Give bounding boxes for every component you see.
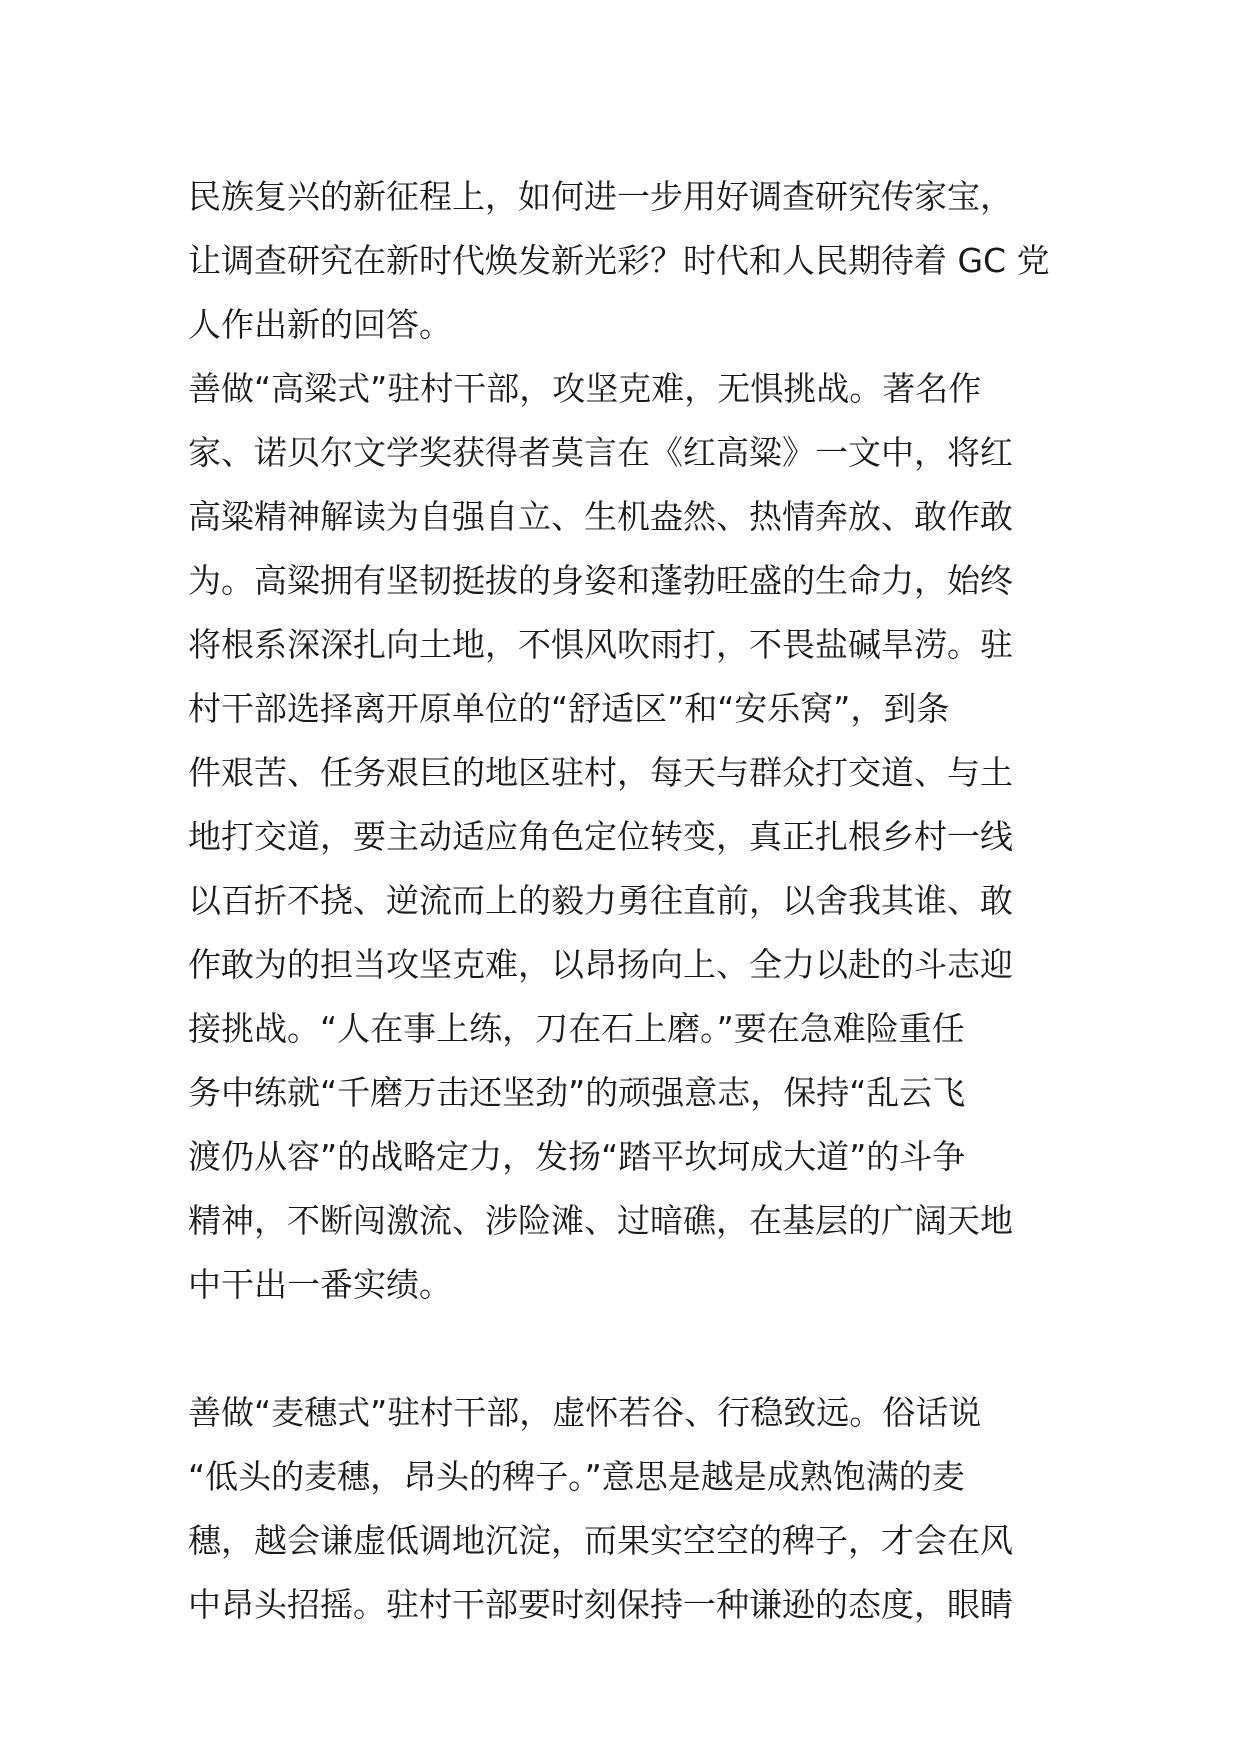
text-line: 件艰苦、任务艰巨的地区驻村，每天与群众打交道、与土 [188,753,1013,792]
text-line: 中昂头招摇。驻村干部要时刻保持一种谦逊的态度，眼睛 [188,1585,1013,1624]
paragraph-3 [188,1381,1058,1637]
text-line: 民族复兴的新征程上，如何进一步用好调查研究传家宝， [188,177,1013,216]
text-line: 穗，越会谦虚低调地沉淀，而果实空空的稗子，才会在风 [188,1521,1013,1560]
text-line: 家、诺贝尔文学奖获得者莫言在《红高粱》一文中，将红 [188,433,1013,472]
text-line: 让调查研究在新时代焕发新光彩？时代和人民期待着 GC 党 [188,241,1050,280]
text-line: 以百折不挠、逆流而上的毅力勇往直前，以舍我其谁、敢 [188,881,1013,920]
body-text [188,165,1058,1637]
text-line [188,1317,1058,1381]
text-line: 善做“麦穗式”驻村干部，虚怀若谷、行稳致远。俗话说 [188,1393,982,1432]
text-line: 中干出一番实绩。 [188,1265,452,1304]
text-line: 接挑战。“人在事上练，刀在石上磨。”要在急难险重任 [188,1009,965,1048]
text-line: 高粱精神解读为自强自立、生机盎然、热情奔放、敢作敢 [188,497,1013,536]
text-line: 善做“高粱式”驻村干部，攻坚克难，无惧挑战。著名作 [188,369,982,408]
text-line: 将根系深深扎向土地，不惧风吹雨打，不畏盐碱旱涝。驻 [188,625,1013,664]
paragraph-2 [188,357,1058,1381]
text-line: 为。高粱拥有坚韧挺拔的身姿和蓬勃旺盛的生命力，始终 [188,561,1013,600]
text-line: 务中练就“千磨万击还坚劲”的顽强意志，保持“乱云飞 [188,1073,966,1112]
text-line: “低头的麦穗，昂头的稗子。”意思是越是成熟饱满的麦 [188,1457,965,1496]
text-line: 渡仍从容”的战略定力，发扬“踏平坎坷成大道”的斗争 [188,1137,966,1176]
paragraph-1 [188,165,1058,357]
text-line: 人作出新的回答。 [188,305,452,344]
text-line: 作敢为的担当攻坚克难，以昂扬向上、全力以赴的斗志迎 [188,945,1013,984]
text-line: 村干部选择离开原单位的“舒适区”和“安乐窝”，到条 [188,689,950,728]
text-line: 地打交道，要主动适应角色定位转变，真正扎根乡村一线 [188,817,1013,856]
text-line: 精神，不断闯激流、涉险滩、过暗礁，在基层的广阔天地 [188,1201,1013,1240]
